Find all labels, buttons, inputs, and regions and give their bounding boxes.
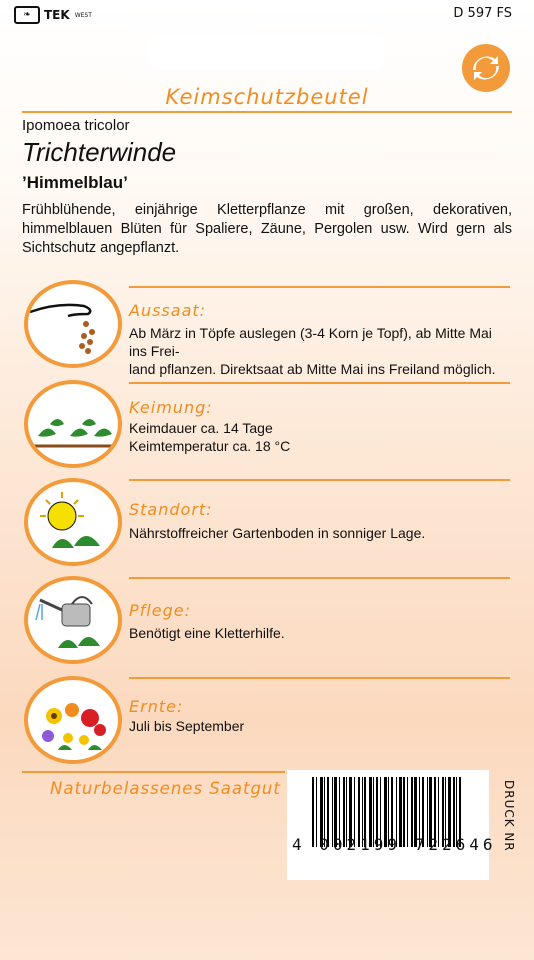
section-text bbox=[129, 324, 509, 378]
section-divider bbox=[129, 677, 510, 679]
section-divider bbox=[129, 577, 510, 579]
flowers-icon bbox=[24, 676, 122, 764]
section-title: Pflege: bbox=[129, 601, 191, 620]
section-title: Ernte: bbox=[129, 697, 184, 716]
leaf-icon: ❧ bbox=[14, 6, 40, 24]
section-text bbox=[129, 717, 509, 735]
variety-name: ’Himmelblau’ bbox=[22, 173, 128, 192]
print-number-label: DRUCK NR bbox=[502, 780, 516, 852]
article-code: D 597 FS bbox=[453, 6, 512, 21]
sun-plants-icon bbox=[24, 478, 122, 566]
section-divider bbox=[129, 286, 510, 288]
section-title: Aussaat: bbox=[129, 301, 207, 320]
section-title: Keimung: bbox=[129, 398, 213, 417]
label-field bbox=[147, 35, 385, 69]
section-line: Keimtemperatur ca. 18 °C bbox=[129, 438, 291, 454]
natural-seed-label: Naturbelassenes Saatgut bbox=[50, 779, 281, 798]
brand-logo bbox=[14, 6, 92, 24]
section-text bbox=[129, 524, 509, 542]
section-text bbox=[129, 419, 509, 455]
divider bbox=[22, 111, 512, 113]
section-line: Benötigt eine Kletterhilfe. bbox=[129, 625, 285, 641]
seedlings-icon bbox=[24, 380, 122, 468]
sowing-hand-icon bbox=[24, 280, 122, 368]
barcode-number: 4 002199 722646 bbox=[292, 835, 497, 854]
brand-sub: WEST bbox=[74, 11, 92, 19]
latin-name: Ipomoea tricolor bbox=[22, 117, 130, 134]
section-divider bbox=[129, 479, 510, 481]
bag-type-title: Keimschutzbeutel bbox=[165, 85, 369, 109]
brand-name: TEK bbox=[44, 8, 70, 22]
plant-description: Frühblühende, einjährige Kletterpflanze mit großen, dekorativen, himmelblauen Blüten für Spaliere, Zäune, Pergolen usw. Wird gern als Sichtschutz angepflanzt. bbox=[22, 202, 512, 256]
section-line: land pflanzen. Direktsaat ab Mitte Mai ins Freiland möglich. bbox=[129, 361, 496, 377]
section-text bbox=[129, 624, 509, 642]
section-line: Keimdauer ca. 14 Tage bbox=[129, 420, 273, 436]
divider bbox=[22, 771, 285, 773]
common-name: Trichterwinde bbox=[22, 137, 177, 167]
section-line: Nährstoffreicher Gartenboden in sonniger Lage. bbox=[129, 525, 426, 541]
section-title: Standort: bbox=[129, 500, 213, 519]
section-line: Ab März in Töpfe auslegen (3-4 Korn je Topf), ab Mitte Mai ins Frei- bbox=[129, 325, 492, 359]
section-line: Juli bis September bbox=[129, 718, 245, 734]
watering-can-icon bbox=[24, 576, 122, 664]
section-divider bbox=[129, 382, 510, 384]
